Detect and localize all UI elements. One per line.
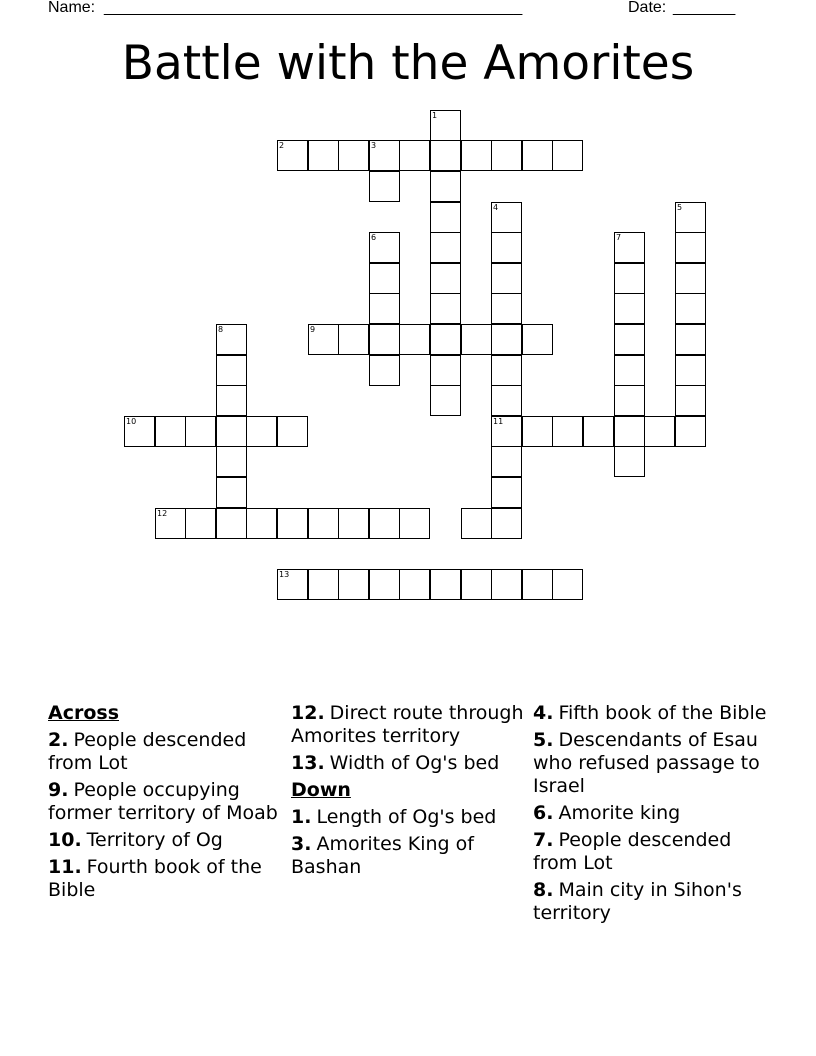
grid-cell[interactable] bbox=[399, 569, 430, 600]
clue-item-number: 1. bbox=[291, 806, 312, 828]
grid-cell[interactable] bbox=[430, 171, 461, 202]
clue-item-text: Direct route through Amorites territory bbox=[291, 702, 524, 747]
clue-item bbox=[533, 702, 773, 725]
grid-cell[interactable] bbox=[491, 416, 522, 447]
clue-number: 10 bbox=[126, 417, 137, 426]
name-field-line[interactable]: _______________________________________________ bbox=[104, 0, 523, 16]
grid-cell[interactable] bbox=[216, 324, 247, 355]
grid-cell[interactable] bbox=[308, 508, 339, 539]
grid-cell[interactable] bbox=[461, 324, 492, 355]
grid-cell[interactable] bbox=[675, 385, 706, 416]
grid-cell[interactable] bbox=[369, 140, 400, 171]
clue-number: 11 bbox=[493, 417, 504, 426]
clue-item-text: Descendants of Esau who refused passage to Israel bbox=[533, 729, 760, 797]
grid-cell[interactable] bbox=[614, 263, 645, 294]
clue-item bbox=[533, 879, 773, 925]
clue-item-number: 8. bbox=[533, 879, 554, 901]
grid-cell[interactable] bbox=[491, 293, 522, 324]
clue-number: 5 bbox=[677, 203, 683, 212]
grid-cell[interactable] bbox=[216, 355, 247, 386]
grid-cell[interactable] bbox=[399, 508, 430, 539]
clue-item bbox=[533, 802, 773, 825]
grid-cell[interactable] bbox=[675, 202, 706, 233]
date-label: Date: bbox=[628, 0, 667, 16]
grid-cell[interactable] bbox=[522, 416, 553, 447]
clue-item-text: People descended from Lot bbox=[533, 829, 732, 874]
grid-cell[interactable] bbox=[614, 232, 645, 263]
grid-cell[interactable] bbox=[491, 477, 522, 508]
grid-cell[interactable] bbox=[277, 508, 308, 539]
grid-cell[interactable] bbox=[277, 140, 308, 171]
grid-cell[interactable] bbox=[522, 324, 553, 355]
puzzle-title: Battle with the Amorites bbox=[121, 36, 695, 91]
clue-item-text: People descended from Lot bbox=[48, 729, 247, 774]
clue-item-number: 7. bbox=[533, 829, 554, 851]
clue-number: 12 bbox=[157, 509, 168, 518]
grid-cell[interactable] bbox=[552, 569, 583, 600]
clue-item-number: 9. bbox=[48, 779, 69, 801]
clue-item-text: Main city in Sihon's territory bbox=[533, 879, 742, 924]
grid-cell[interactable] bbox=[614, 385, 645, 416]
grid-cell[interactable] bbox=[614, 355, 645, 386]
grid-cell[interactable] bbox=[491, 232, 522, 263]
grid-cell[interactable] bbox=[675, 232, 706, 263]
grid-cell[interactable] bbox=[614, 446, 645, 477]
clue-item bbox=[48, 856, 288, 902]
grid-cell[interactable] bbox=[430, 140, 461, 171]
clue-number: 6 bbox=[371, 233, 377, 242]
grid-cell[interactable] bbox=[461, 140, 492, 171]
clue-item-text: Amorite king bbox=[558, 802, 681, 824]
clue-item-number: 11. bbox=[48, 856, 82, 878]
grid-cell[interactable] bbox=[338, 140, 369, 171]
grid-cell[interactable] bbox=[430, 232, 461, 263]
grid-cell[interactable] bbox=[277, 416, 308, 447]
clue-item-text: People occupying former territory of Moab bbox=[48, 779, 278, 824]
clue-item-number: 13. bbox=[291, 752, 325, 774]
grid-cell[interactable] bbox=[491, 385, 522, 416]
grid-cell[interactable] bbox=[491, 202, 522, 233]
clue-item bbox=[533, 829, 773, 875]
grid-cell[interactable] bbox=[491, 508, 522, 539]
grid-cell[interactable] bbox=[491, 446, 522, 477]
grid-cell[interactable] bbox=[399, 140, 430, 171]
grid-cell[interactable] bbox=[491, 569, 522, 600]
clue-item bbox=[48, 779, 288, 825]
grid-cell[interactable] bbox=[675, 293, 706, 324]
grid-cell[interactable] bbox=[675, 263, 706, 294]
grid-cell[interactable] bbox=[430, 324, 461, 355]
grid-cell[interactable] bbox=[369, 355, 400, 386]
clue-number: 3 bbox=[371, 141, 377, 150]
clue-number: 13 bbox=[279, 570, 290, 579]
grid-cell[interactable] bbox=[216, 416, 247, 447]
clue-item-text: Length of Og's bed bbox=[316, 806, 497, 828]
clue-item-number: 6. bbox=[533, 802, 554, 824]
grid-cell[interactable] bbox=[675, 355, 706, 386]
clue-section-heading: Across bbox=[48, 702, 120, 724]
grid-cell[interactable] bbox=[522, 140, 553, 171]
grid-cell[interactable] bbox=[185, 508, 216, 539]
grid-cell[interactable] bbox=[369, 293, 400, 324]
grid-cell[interactable] bbox=[277, 569, 308, 600]
clue-item bbox=[48, 829, 288, 852]
clue-column-3 bbox=[533, 702, 773, 929]
grid-cell[interactable] bbox=[308, 569, 339, 600]
grid-cell[interactable] bbox=[552, 416, 583, 447]
clue-item-text: Width of Og's bed bbox=[329, 752, 500, 774]
clue-item-text: Fifth book of the Bible bbox=[558, 702, 767, 724]
grid-cell[interactable] bbox=[430, 569, 461, 600]
grid-cell[interactable] bbox=[369, 508, 400, 539]
clue-item bbox=[533, 729, 773, 798]
clue-item-number: 10. bbox=[48, 829, 82, 851]
grid-cell[interactable] bbox=[369, 171, 400, 202]
grid-cell[interactable] bbox=[399, 324, 430, 355]
clue-item-number: 2. bbox=[48, 729, 69, 751]
grid-cell[interactable] bbox=[430, 202, 461, 233]
clue-item bbox=[48, 729, 288, 775]
grid-cell[interactable] bbox=[216, 477, 247, 508]
grid-cell[interactable] bbox=[583, 416, 614, 447]
grid-cell[interactable] bbox=[675, 416, 706, 447]
grid-cell[interactable] bbox=[430, 385, 461, 416]
grid-cell[interactable] bbox=[644, 416, 675, 447]
clue-item bbox=[291, 752, 531, 775]
clue-item-number: 3. bbox=[291, 833, 312, 855]
grid-cell[interactable] bbox=[155, 416, 186, 447]
clue-item-text: Amorites King of Bashan bbox=[291, 833, 474, 878]
clue-item-number: 12. bbox=[291, 702, 325, 724]
clue-number: 4 bbox=[493, 203, 499, 212]
name-label: Name: bbox=[48, 0, 96, 16]
grid-cell[interactable] bbox=[461, 569, 492, 600]
grid-cell[interactable] bbox=[675, 324, 706, 355]
grid-cell[interactable] bbox=[246, 508, 277, 539]
grid-cell[interactable] bbox=[155, 508, 186, 539]
date-field-line[interactable]: _______ bbox=[673, 0, 736, 16]
grid-cell[interactable] bbox=[461, 508, 492, 539]
grid-cell[interactable] bbox=[430, 110, 461, 141]
grid-cell[interactable] bbox=[552, 140, 583, 171]
clue-number: 9 bbox=[310, 325, 316, 334]
grid-cell[interactable] bbox=[369, 263, 400, 294]
grid-cell[interactable] bbox=[430, 355, 461, 386]
grid-cell[interactable] bbox=[124, 416, 155, 447]
grid-cell[interactable] bbox=[338, 569, 369, 600]
clue-item-text: Territory of Og bbox=[86, 829, 223, 851]
clue-item-text: Fourth book of the Bible bbox=[48, 856, 262, 901]
grid-cell[interactable] bbox=[369, 232, 400, 263]
clue-number: 1 bbox=[432, 111, 438, 120]
grid-cell[interactable] bbox=[614, 324, 645, 355]
clue-column-1 bbox=[48, 702, 288, 906]
grid-cell[interactable] bbox=[216, 446, 247, 477]
clue-item bbox=[291, 702, 531, 748]
grid-cell[interactable] bbox=[369, 324, 400, 355]
grid-cell[interactable] bbox=[614, 416, 645, 447]
grid-cell[interactable] bbox=[338, 324, 369, 355]
clue-number: 2 bbox=[279, 141, 285, 150]
clue-item bbox=[291, 806, 531, 829]
clue-number: 7 bbox=[616, 233, 622, 242]
grid-cell[interactable] bbox=[491, 355, 522, 386]
grid-cell[interactable] bbox=[308, 140, 339, 171]
grid-cell[interactable] bbox=[491, 324, 522, 355]
clue-column-2 bbox=[291, 702, 531, 883]
grid-cell[interactable] bbox=[491, 140, 522, 171]
clue-item-number: 5. bbox=[533, 729, 554, 751]
grid-cell[interactable] bbox=[614, 293, 645, 324]
grid-cell[interactable] bbox=[430, 293, 461, 324]
grid-cell[interactable] bbox=[185, 416, 216, 447]
clue-item-number: 4. bbox=[533, 702, 554, 724]
grid-cell[interactable] bbox=[430, 263, 461, 294]
grid-cell[interactable] bbox=[246, 416, 277, 447]
grid-cell[interactable] bbox=[308, 324, 339, 355]
grid-cell[interactable] bbox=[491, 263, 522, 294]
grid-cell[interactable] bbox=[216, 385, 247, 416]
clue-section-heading: Down bbox=[291, 779, 351, 801]
clue-number: 8 bbox=[218, 325, 224, 334]
grid-cell[interactable] bbox=[369, 569, 400, 600]
grid-cell[interactable] bbox=[216, 508, 247, 539]
clue-item bbox=[291, 833, 531, 879]
grid-cell[interactable] bbox=[522, 569, 553, 600]
grid-cell[interactable] bbox=[338, 508, 369, 539]
